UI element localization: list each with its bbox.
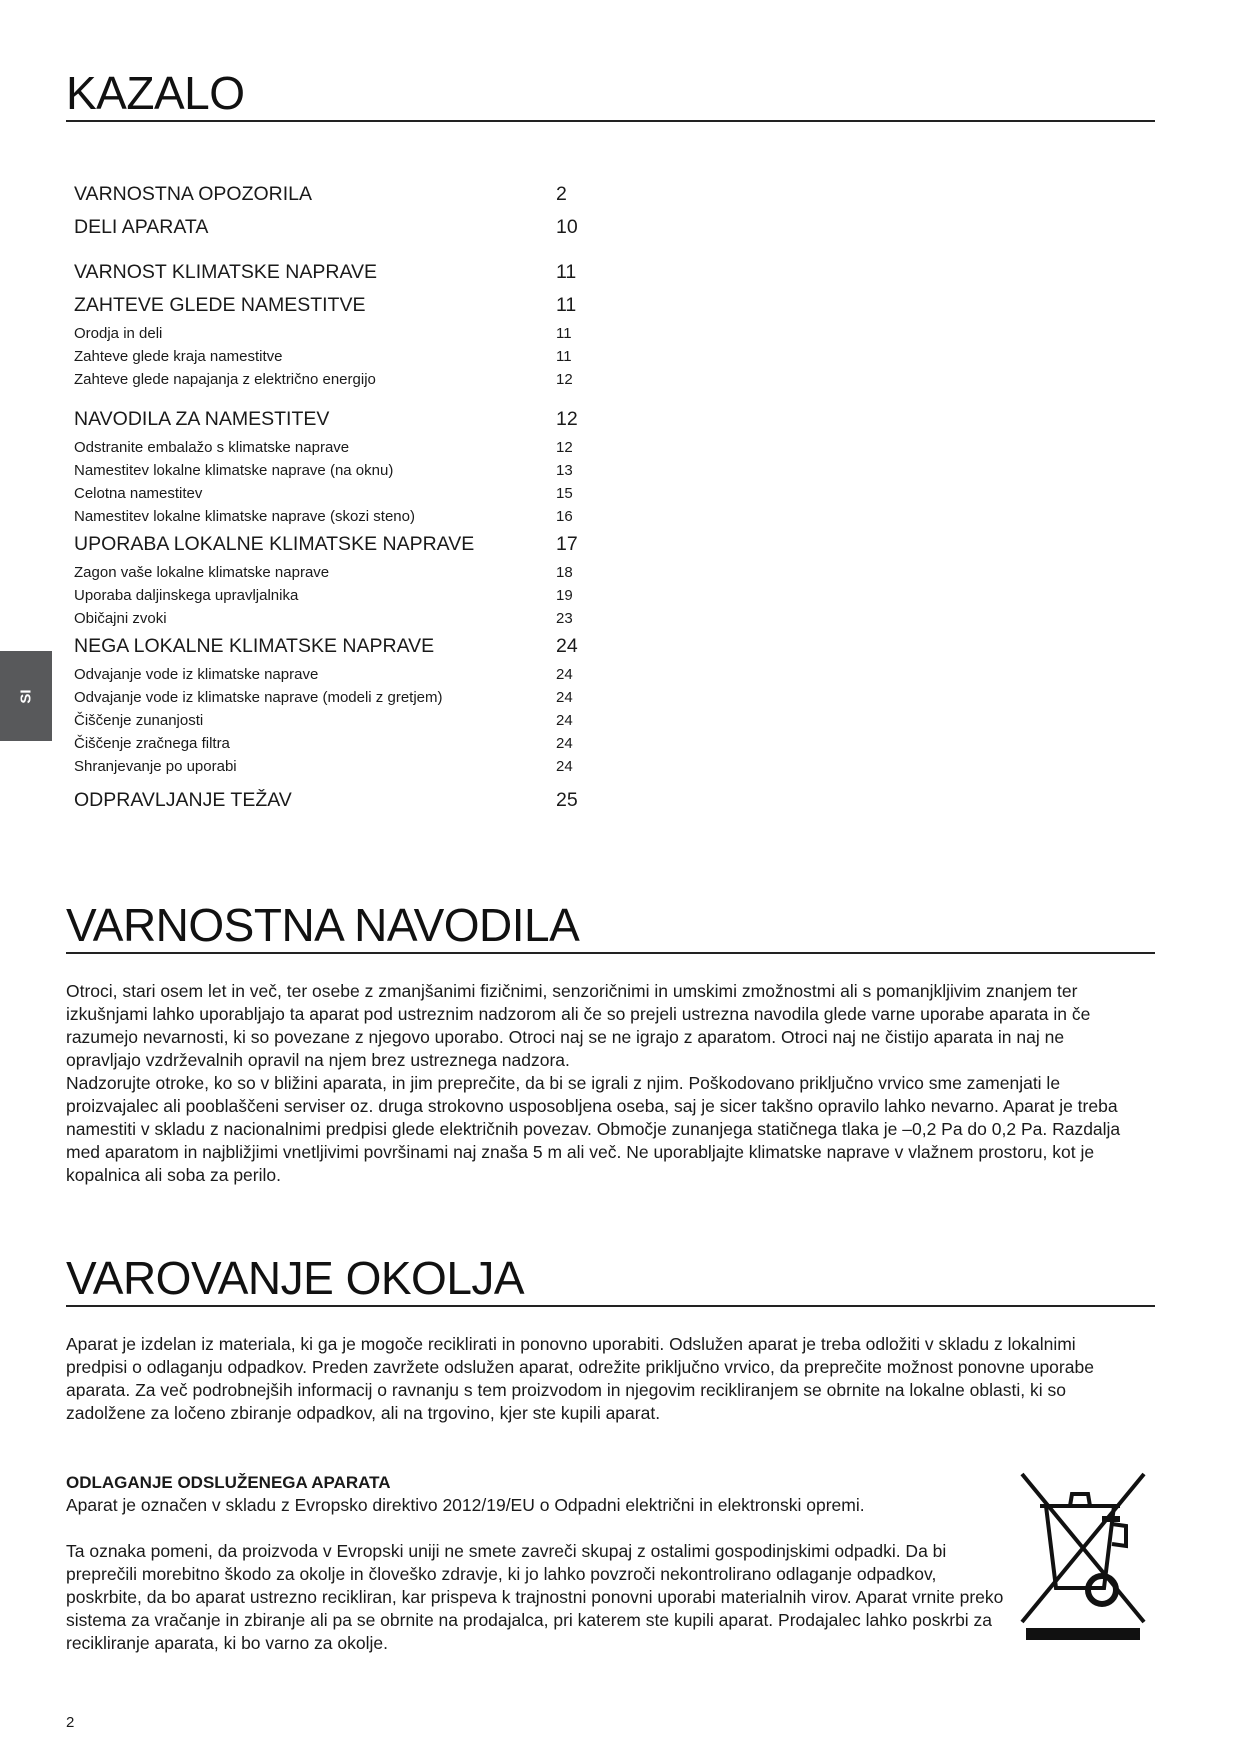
toc-entry-page: 17 [556,533,578,555]
toc-entry-label: UPORABA LOKALNE KLIMATSKE NAPRAVE [74,533,475,555]
environment-title: VAROVANJE OKOLJA [66,1255,1155,1307]
toc-entry-page: 11 [556,261,577,283]
toc-subentry [74,368,594,391]
toc-entry-label: VARNOSTNA OPOZORILA [74,183,313,205]
toc-subentry [74,345,594,368]
toc-subentry [74,663,594,686]
toc-entry-label: VARNOST KLIMATSKE NAPRAVE [74,261,378,283]
toc-subentry [74,607,594,630]
toc-entry-label: NAVODILA ZA NAMESTITEV [74,408,330,430]
toc-subentry [74,561,594,584]
toc-entry-page: 24 [556,735,573,752]
toc-entry-page: 18 [556,564,573,581]
language-tab [0,651,52,741]
toc-entry-page: 24 [556,689,573,706]
toc-entry-label: Celotna namestitev [74,485,203,502]
toc-entry-label: Običajni zvoki [74,610,167,627]
toc-entry-label: Zahteve glede kraja namestitve [74,348,283,365]
toc-entry-label: ODPRAVLJANJE TEŽAV [74,789,292,811]
toc-entry-page: 19 [556,587,573,604]
toc-entry-label: ZAHTEVE GLEDE NAMESTITVE [74,294,366,316]
toc-subentry [74,755,594,778]
language-tab-label: SI [17,688,35,704]
toc-subentry [74,732,594,755]
toc-entry [74,403,594,436]
toc-entry-page: 2 [556,183,567,205]
toc-entry-label: Čiščenje zračnega filtra [74,735,230,752]
toc-entry-page: 23 [556,610,573,627]
toc-entry-label: Shranjevanje po uporabi [74,758,237,775]
toc-entry-page: 24 [556,666,573,683]
toc-entry-page: 16 [556,508,573,525]
table-of-contents [74,178,594,817]
weee-crossed-bin-icon [1016,1470,1150,1642]
toc-entry-label: Odvajanje vode iz klimatske naprave [74,666,319,683]
toc-entry-page: 10 [556,216,578,238]
toc-entry-label: Orodja in deli [74,325,163,342]
disposal-subheading: ODLAGANJE ODSLUŽENEGA APARATA [66,1473,391,1492]
toc-entry-page: 24 [556,635,578,657]
toc-subentry [74,322,594,345]
disposal-directive-text: Aparat je označen v skladu z Evropsko direktivo 2012/19/EU o Odpadni električni in elektronski opremi. [66,1495,865,1515]
toc-entry-page: 11 [556,348,572,365]
toc-entry-page: 11 [556,294,577,316]
safety-paragraph: Otroci, stari osem let in več, ter osebe z zmanjšanimi fizičnimi, senzoričnimi in umskimi zmožnostmi ali s pomanjkljivim znanjem ter izkušnjami lahko uporabljajo ta aparat pod ustreznim nadzorom ali če so prejeli ustrezna navodila glede varne uporabe aparata in če razumejo nevarnosti, ki so povezane z njegovo uporabo. Otroci naj se ne igrajo z aparatom. Otroci naj ne čistijo aparata in naj ne opravljajo vzdrževalnih opravil na njem brez ustreznega nadzora. [66,981,1091,1070]
toc-entry-page: 12 [556,408,578,430]
toc-entry-page: 13 [556,462,573,479]
toc-entry [74,178,594,211]
toc-entry-label: Čiščenje zunanjosti [74,712,204,729]
toc-subentry [74,584,594,607]
toc-subentry [74,459,594,482]
toc-entry-label: Odvajanje vode iz klimatske naprave (modeli z gretjem) [74,689,443,706]
toc-subentry [74,709,594,732]
toc-entry-page: 24 [556,758,573,775]
page-number: 2 [66,1714,75,1731]
toc-subentry [74,436,594,459]
toc-entry [74,289,594,322]
toc-entry-label: Zahteve glede napajanja z električno energijo [74,371,376,388]
toc-subentry [74,482,594,505]
toc-entry [74,784,594,817]
toc-entry [74,211,594,244]
toc-entry-page: 15 [556,485,573,502]
toc-entry-label: Namestitev lokalne klimatske naprave (skozi steno) [74,508,415,525]
toc-subentry [74,505,594,528]
safety-title: VARNOSTNA NAVODILA [66,902,1155,954]
toc-entry-page: 24 [556,712,573,729]
disposal-paragraph: Ta oznaka pomeni, da proizvoda v Evropski uniji ne smete zavreči skupaj z ostalimi gospodinjskimi odpadki. Da bi preprečili morebitno škodo za okolje in človeško zdravje, ki jo lahko povzroči nekontrolirano odlaganje odpadkov, poskrbite, da bo aparat ustrezno recikliran, kar prispeva k trajnostni ponovni uporabi materialnih virov. Aparat vrnite preko sistema za vračanje in zbiranje ali pa se obrnite na prodajalca, pri katerem ste kupili aparat. Prodajalec lahko poskrbi za recikliranje aparata, ki bo varno za okolje. [66,1541,1004,1653]
safety-paragraph-2: Nadzorujte otroke, ko so v bližini aparata, in jim preprečite, da bi se igrali z njim. Poškodovano priključno vrvico sme zamenjati le proizvajalec ali pooblaščeni serviser oz. druga strokovno usposobljena oseba, saj je sicer takšno opravilo lahko nevarno. Aparat je treba namestiti v skladu z nacionalnimi predpisi glede električnih povezav. Območje zunanjega statičnega tlaka je –0,2 Pa do 0,2 Pa. Razdalja med aparatom in najbližjimi vnetljivimi površinami naj znaša 5 m ali več. Ne uporabljajte klimatske naprave v vlažnem prostoru, kot je kopalnica ali soba za perilo. [66,1073,1121,1185]
environment-paragraph: Aparat je izdelan iz materiala, ki ga je mogoče reciklirati in ponovno uporabiti. Odslužen aparat je treba odložiti v skladu z lokalnimi predpisi o odlaganju odpadkov. Preden zavržete odslužen aparat, odrežite priključno vrvico, da preprečite možnost ponovne uporabe aparata. Za več podrobnejših informacij o ravnanju s tem proizvodom in njegovim recikliranjem se obrnite na lokalne oblasti, ki so zadolžene za ločeno zbiranje odpadkov, ali na trgovino, kjer ste kupili aparat. [66,1334,1094,1423]
toc-entry-page: 12 [556,439,573,456]
toc-subentry [74,686,594,709]
toc-entry-label: DELI APARATA [74,216,209,238]
toc-entry [74,256,594,289]
toc-entry-page: 25 [556,789,578,811]
toc-entry-page: 11 [556,325,572,342]
toc-entry-label: Zagon vaše lokalne klimatske naprave [74,564,330,581]
toc-entry-label: Uporaba daljinskega upravljalnika [74,587,299,604]
toc-entry-label: Namestitev lokalne klimatske naprave (na oknu) [74,462,394,479]
toc-title: KAZALO [66,70,1155,122]
toc-entry [74,630,594,663]
toc-entry-label: NEGA LOKALNE KLIMATSKE NAPRAVE [74,635,435,657]
toc-entry-page: 12 [556,371,573,388]
toc-entry [74,528,594,561]
toc-entry-label: Odstranite embalažo s klimatske naprave [74,439,350,456]
